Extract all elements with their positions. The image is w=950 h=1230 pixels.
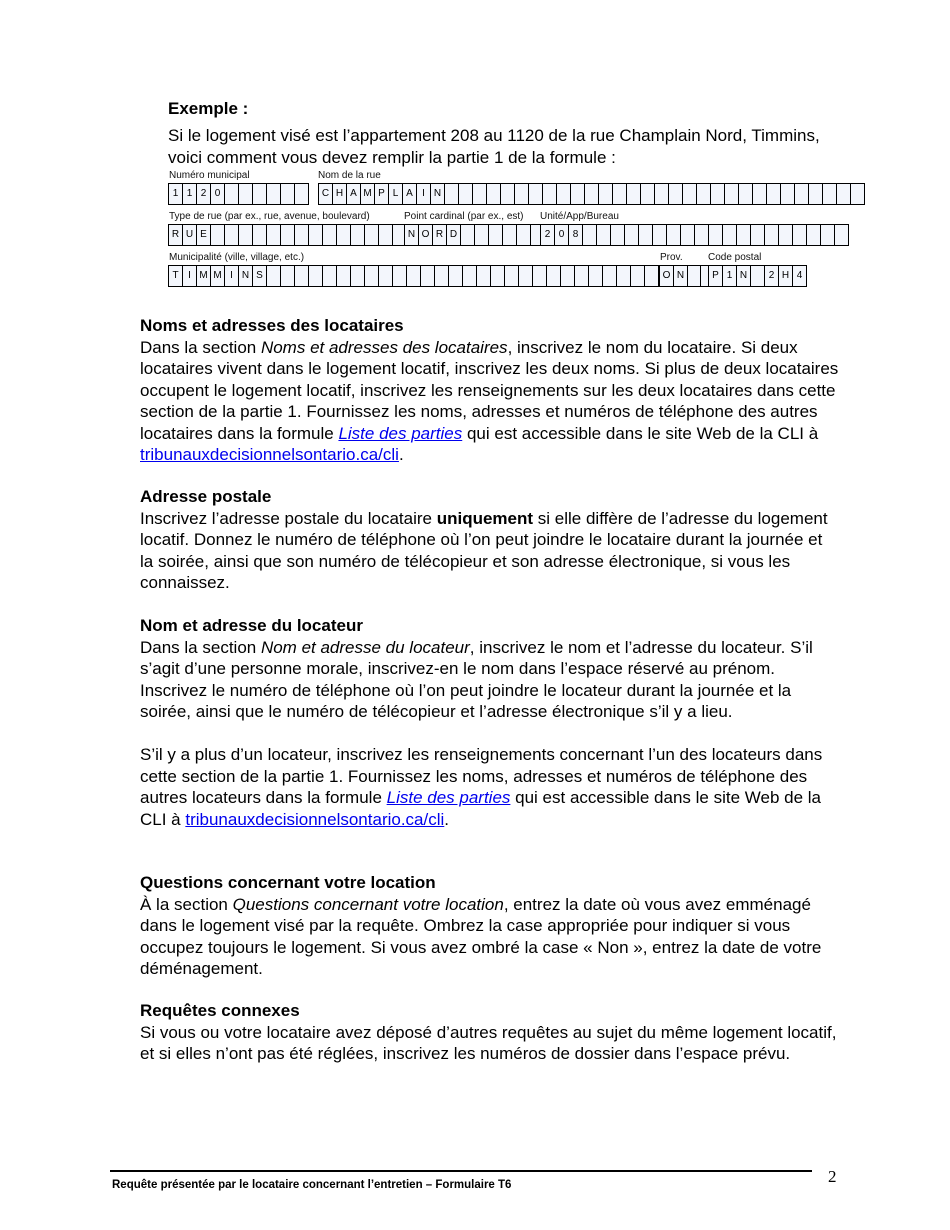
char-box[interactable] xyxy=(792,224,807,246)
char-box[interactable]: C xyxy=(318,183,333,205)
char-box[interactable] xyxy=(724,183,739,205)
heading-requetes-connexes: Requêtes connexes xyxy=(140,1001,300,1020)
label-numero-municipal: Numéro municipal xyxy=(169,170,250,181)
char-box[interactable] xyxy=(680,224,695,246)
char-box[interactable] xyxy=(502,224,517,246)
char-box[interactable]: S xyxy=(252,265,267,287)
char-box[interactable] xyxy=(238,183,253,205)
char-box[interactable] xyxy=(224,183,239,205)
char-box[interactable]: 2 xyxy=(540,224,555,246)
char-box[interactable] xyxy=(602,265,617,287)
char-box[interactable] xyxy=(780,183,795,205)
char-box[interactable]: E xyxy=(196,224,211,246)
field-nom-rue[interactable] xyxy=(318,183,865,205)
char-box[interactable]: M xyxy=(196,265,211,287)
char-box[interactable] xyxy=(336,224,351,246)
char-box[interactable] xyxy=(322,265,337,287)
char-box[interactable] xyxy=(266,265,281,287)
field-code-postal[interactable] xyxy=(708,265,807,287)
char-box[interactable] xyxy=(224,224,239,246)
char-box[interactable] xyxy=(294,183,309,205)
field-type-rue[interactable] xyxy=(168,224,421,246)
char-box[interactable] xyxy=(588,265,603,287)
char-box[interactable] xyxy=(542,183,557,205)
char-box[interactable]: 0 xyxy=(210,183,225,205)
char-box[interactable] xyxy=(364,265,379,287)
label-type-rue: Type de rue (par ex., rue, avenue, boulevard) xyxy=(169,211,370,222)
paragraph-locateurs-multiples: S’il y a plus d’un locateur, inscrivez les renseignements concernant l’un des locateurs dans cette section de la partie 1. Fournissez les noms, adresses et numéros de téléphone des autres locateurs dans la formule Liste des parties qui est accessible dans le site Web de la CLI à tribunauxdecisionnelsontario.ca/cli. xyxy=(140,745,823,829)
char-box[interactable] xyxy=(336,265,351,287)
char-box[interactable] xyxy=(654,183,669,205)
char-box[interactable] xyxy=(322,224,337,246)
char-box[interactable]: N xyxy=(430,183,445,205)
paragraph-requetes-connexes: Si vous ou votre locataire avez déposé d’autres requêtes au sujet du même logement locatif, et si elles n’ont pas été réglées, inscrivez les numéros de dossier dans l’espace prévu. xyxy=(140,1022,837,1063)
section-locateur xyxy=(140,615,840,830)
char-box[interactable] xyxy=(448,265,463,287)
char-box[interactable] xyxy=(514,183,529,205)
char-box[interactable] xyxy=(686,265,701,287)
char-box[interactable]: I xyxy=(182,265,197,287)
char-box[interactable] xyxy=(808,183,823,205)
char-box[interactable] xyxy=(364,224,379,246)
char-box[interactable] xyxy=(532,265,547,287)
char-box[interactable] xyxy=(556,183,571,205)
char-box[interactable]: I xyxy=(224,265,239,287)
char-box[interactable] xyxy=(708,224,723,246)
char-box[interactable] xyxy=(582,224,597,246)
char-box[interactable] xyxy=(766,183,781,205)
link-cli-website[interactable]: tribunauxdecisionnelsontario.ca/cli xyxy=(140,445,399,464)
char-box[interactable] xyxy=(750,265,765,287)
char-box[interactable] xyxy=(850,183,865,205)
footer-title: Requête présentée par le locataire concernant l’entretien – Formulaire T6 xyxy=(112,1179,512,1191)
char-box[interactable] xyxy=(738,183,753,205)
char-box[interactable]: T xyxy=(168,265,183,287)
char-box[interactable] xyxy=(778,224,793,246)
example-text: Si le logement visé est l’appartement 208 au 1120 de la rue Champlain Nord, Timmins, voici comment vous devez remplir la partie 1 de la formule : xyxy=(168,126,820,167)
char-box[interactable] xyxy=(458,183,473,205)
char-box[interactable] xyxy=(820,224,835,246)
char-box[interactable] xyxy=(560,265,575,287)
char-box[interactable] xyxy=(644,265,659,287)
heading-locataires: Noms et adresses des locataires xyxy=(140,316,404,335)
char-box[interactable] xyxy=(420,265,435,287)
char-box[interactable] xyxy=(574,265,589,287)
char-box[interactable] xyxy=(546,265,561,287)
char-box[interactable] xyxy=(616,265,631,287)
char-box[interactable] xyxy=(836,183,851,205)
char-box[interactable] xyxy=(434,265,449,287)
char-box[interactable] xyxy=(252,224,267,246)
char-box[interactable] xyxy=(280,265,295,287)
char-box[interactable] xyxy=(406,265,421,287)
char-box[interactable] xyxy=(624,224,639,246)
section-questions-location xyxy=(140,872,840,980)
char-box[interactable] xyxy=(752,183,767,205)
label-unite: Unité/App/Bureau xyxy=(540,211,619,222)
char-box[interactable]: R xyxy=(432,224,447,246)
char-box[interactable] xyxy=(280,183,295,205)
paragraph-locateur: Dans la section Nom et adresse du locateur, inscrivez le nom et l’adresse du locateur. S’il s’agit d’une personne morale, inscrivez-en le nom dans l’espace réservé au prénom. Inscrivez le numéro de téléphone où l’on peut joindre le locateur durant la journée et la soirée, ainsi que le numéro de télécopieur et l’adresse électronique s’il y a lieu. xyxy=(140,637,813,721)
char-box[interactable] xyxy=(504,265,519,287)
char-box[interactable] xyxy=(764,224,779,246)
char-box[interactable] xyxy=(640,183,655,205)
char-box[interactable]: 1 xyxy=(168,183,183,205)
char-box[interactable] xyxy=(280,224,295,246)
char-box[interactable] xyxy=(266,224,281,246)
char-box[interactable]: 1 xyxy=(722,265,737,287)
char-box[interactable] xyxy=(668,183,683,205)
char-box[interactable] xyxy=(612,183,627,205)
char-box[interactable] xyxy=(378,224,393,246)
char-box[interactable]: A xyxy=(402,183,417,205)
label-code-postal: Code postal xyxy=(708,252,762,263)
char-box[interactable]: H xyxy=(332,183,347,205)
char-box[interactable]: N xyxy=(238,265,253,287)
char-box[interactable]: N xyxy=(404,224,419,246)
char-box[interactable] xyxy=(378,265,393,287)
char-box[interactable] xyxy=(528,183,543,205)
char-box[interactable]: H xyxy=(778,265,793,287)
char-box[interactable]: 1 xyxy=(182,183,197,205)
link-liste-des-parties-2[interactable]: Liste des parties xyxy=(386,788,511,807)
char-box[interactable] xyxy=(486,183,501,205)
label-point-cardinal: Point cardinal (par ex., est) xyxy=(404,211,524,222)
char-box[interactable] xyxy=(736,224,751,246)
char-box[interactable]: 8 xyxy=(568,224,583,246)
char-box[interactable] xyxy=(694,224,709,246)
char-box[interactable] xyxy=(696,183,711,205)
char-box[interactable] xyxy=(474,224,489,246)
section-locataires xyxy=(140,315,840,466)
char-box[interactable] xyxy=(444,183,459,205)
field-prov[interactable] xyxy=(659,265,688,287)
char-box[interactable] xyxy=(652,224,667,246)
page-number: 2 xyxy=(828,1167,837,1186)
section-requetes-connexes xyxy=(140,1000,840,1065)
link-liste-des-parties[interactable]: Liste des parties xyxy=(338,423,463,443)
footer-rule xyxy=(110,1170,812,1172)
heading-questions-location: Questions concernant votre location xyxy=(140,873,436,892)
char-box[interactable]: M xyxy=(210,265,225,287)
char-box[interactable] xyxy=(710,183,725,205)
field-point-cardinal[interactable] xyxy=(404,224,545,246)
char-box[interactable]: P xyxy=(374,183,389,205)
char-box[interactable] xyxy=(682,183,697,205)
char-box[interactable] xyxy=(584,183,599,205)
char-box[interactable] xyxy=(750,224,765,246)
char-box[interactable] xyxy=(610,224,625,246)
char-box[interactable] xyxy=(638,224,653,246)
char-box[interactable] xyxy=(570,183,585,205)
char-box[interactable] xyxy=(822,183,837,205)
char-box[interactable] xyxy=(626,183,641,205)
char-box[interactable] xyxy=(210,224,225,246)
char-box[interactable] xyxy=(462,265,477,287)
char-box[interactable] xyxy=(476,265,491,287)
char-box[interactable]: P xyxy=(708,265,723,287)
char-box[interactable] xyxy=(252,183,267,205)
char-box[interactable]: N xyxy=(736,265,751,287)
char-box[interactable] xyxy=(392,265,407,287)
char-box[interactable]: O xyxy=(418,224,433,246)
char-box[interactable] xyxy=(794,183,809,205)
char-box[interactable]: I xyxy=(416,183,431,205)
char-box[interactable]: D xyxy=(446,224,461,246)
label-nom-rue: Nom de la rue xyxy=(318,170,381,181)
char-box[interactable]: L xyxy=(388,183,403,205)
char-box[interactable]: R xyxy=(168,224,183,246)
char-box[interactable] xyxy=(806,224,821,246)
char-box[interactable] xyxy=(598,183,613,205)
char-box[interactable] xyxy=(500,183,515,205)
char-box[interactable] xyxy=(294,224,309,246)
label-prov: Prov. xyxy=(660,252,683,263)
char-box[interactable]: A xyxy=(346,183,361,205)
char-box[interactable]: 0 xyxy=(554,224,569,246)
field-numero-municipal[interactable] xyxy=(168,183,309,205)
char-box[interactable] xyxy=(294,265,309,287)
section-adresse-postale xyxy=(140,486,840,594)
link-cli-website-2[interactable]: tribunauxdecisionnelsontario.ca/cli xyxy=(185,809,445,829)
paragraph-locataires: Dans la section Noms et adresses des locataires, inscrivez le nom du locataire. Si deux locataires vivent dans le logement locatif, inscrivez les deux noms. Si plus de deux locataires occupent le logement locatif, inscrivez les renseignements sur les deux locataires dans cette section de la partie 1. Fournissez les noms, adresses et numéros de téléphone des autres locataires dans la formule Liste des parties qui est accessible dans le site Web de la CLI à tribunauxdecisionnelsontario.ca/cli. xyxy=(140,337,839,464)
paragraph-questions-location: À la section Questions concernant votre location, entrez la date où vous avez emménagé dans le logement visé par la requête. Ombrez la case appropriée pour indiquer si vous occupez toujours le logement. Si vous avez ombré la case « Non », entrez la date de votre déménagement. xyxy=(140,894,822,978)
char-box[interactable] xyxy=(834,224,849,246)
char-box[interactable] xyxy=(350,265,365,287)
char-box[interactable] xyxy=(308,224,323,246)
char-box[interactable] xyxy=(516,224,531,246)
heading-adresse-postale: Adresse postale xyxy=(140,487,272,506)
char-box[interactable] xyxy=(630,265,645,287)
field-municipalite[interactable] xyxy=(168,265,729,287)
char-box[interactable] xyxy=(350,224,365,246)
char-box[interactable] xyxy=(266,183,281,205)
char-box[interactable]: 2 xyxy=(764,265,779,287)
char-box[interactable]: O xyxy=(659,265,674,287)
char-box[interactable] xyxy=(490,265,505,287)
label-municipalite: Municipalité (ville, village, etc.) xyxy=(169,252,305,263)
char-box[interactable]: N xyxy=(673,265,688,287)
char-box[interactable]: U xyxy=(182,224,197,246)
char-box[interactable] xyxy=(238,224,253,246)
char-box[interactable] xyxy=(460,224,475,246)
char-box[interactable] xyxy=(596,224,611,246)
field-unite[interactable] xyxy=(540,224,849,246)
char-box[interactable] xyxy=(518,265,533,287)
char-box[interactable]: 2 xyxy=(196,183,211,205)
example-title: Exemple : xyxy=(168,99,249,118)
char-box[interactable] xyxy=(308,265,323,287)
heading-locateur: Nom et adresse du locateur xyxy=(140,616,363,635)
char-box[interactable] xyxy=(666,224,681,246)
char-box[interactable] xyxy=(472,183,487,205)
char-box[interactable]: 4 xyxy=(792,265,807,287)
char-box[interactable] xyxy=(488,224,503,246)
paragraph-adresse-postale: Inscrivez l’adresse postale du locataire uniquement si elle diffère de l’adresse du logement locatif. Donnez le numéro de téléphone où l’on peut joindre le locataire durant la journée et la soirée, ainsi que son numéro de télécopieur et son adresse électronique, si vous les connaissez. xyxy=(140,508,828,592)
char-box[interactable]: M xyxy=(360,183,375,205)
char-box[interactable] xyxy=(722,224,737,246)
